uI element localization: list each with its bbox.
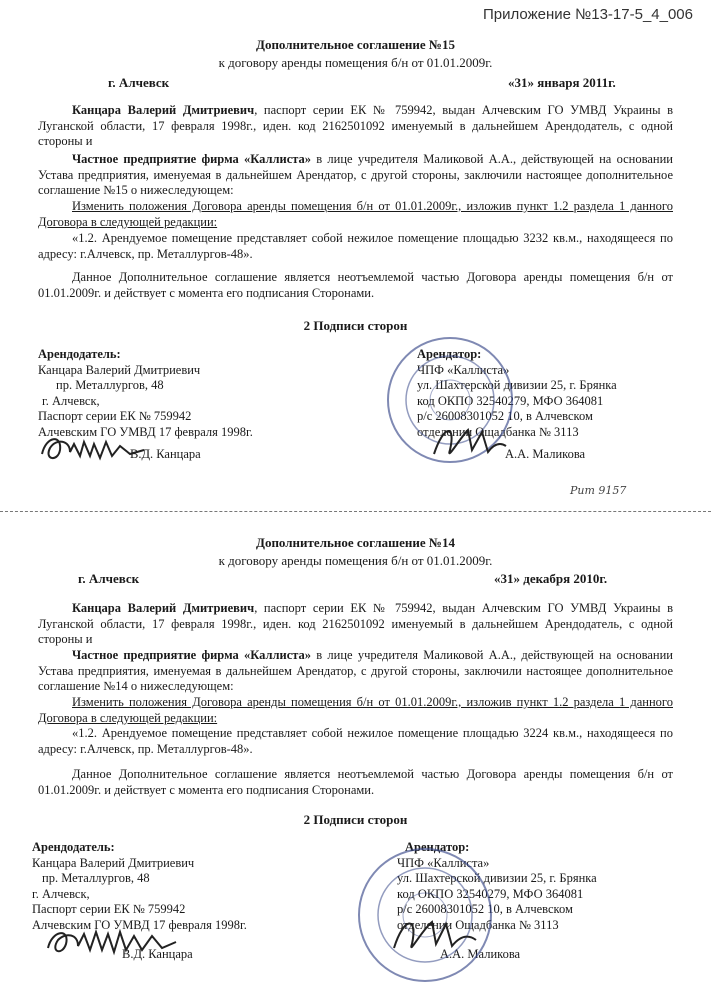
lessor-line: Паспорт серии ЕК № 759942 [32, 902, 186, 916]
lessor-details: , паспорт серии ЕК № 759942, выдан Алчевским ГО УМВД Украины в Луганской области, 17 февраля 1998г., иден. код 2162501092 именуемый в дальнейшем Арендодатель, с одной стороны и [38, 601, 673, 646]
lessor-line: пр. Металлургов, 48 [56, 378, 164, 392]
lessor-heading: Арендодатель: [38, 347, 121, 361]
agreement-title: Дополнительное соглашение №14 [256, 535, 455, 550]
clause-text: «1.2. Арендуемое помещение представляет собой нежилое помещение площадью 3224 кв.м., находящееся по адресу: г.Алчевск, пр. Металлургов-48». [38, 726, 673, 756]
lessee-name: Частное предприятие фирма «Каллиста» [72, 648, 312, 662]
agreement-date: «31» декабря 2010г. [494, 571, 608, 586]
lessor-block [38, 347, 253, 440]
signatures-title: 2 Подписи сторон [303, 812, 408, 827]
clause-text: «1.2. Арендуемое помещение представляет собой нежилое помещение площадью 3232 кв.м., находящееся по адресу: г.Алчевск, пр. Металлургов-48». [38, 231, 673, 261]
lessor-name: Канцара Валерий Дмитриевич [72, 601, 255, 615]
lessee-name: Частное предприятие фирма «Каллиста» [72, 152, 312, 166]
lessor-signature [44, 920, 194, 964]
party-lessor-paragraph [38, 601, 673, 648]
lessor-signature [36, 428, 156, 468]
agreement-city: г. Алчевск [78, 571, 140, 586]
lessor-name: Канцара Валерий Дмитриевич [72, 103, 255, 117]
lessee-signature [390, 910, 480, 960]
lessor-line: г. Алчевск, [42, 393, 100, 408]
agreement-date: «31» января 2011г. [508, 75, 616, 90]
lessee-line: код ОКПО 32540279, МФО 364081 [397, 886, 584, 901]
lessee-line: р/с 26008301052 10, в Алчевском [397, 902, 573, 916]
lessee-line: р/с 26008301052 10, в Алчевском [417, 409, 593, 423]
attachment-number: Приложение №13-17-5_4_006 [483, 6, 693, 23]
agreement-subtitle: к договору аренды помещения б/н от 01.01.2009г. [218, 553, 493, 568]
lessor-heading: Арендодатель: [32, 840, 115, 854]
change-statement: Изменить положения Договора аренды помещения б/н от 01.01.2009г., изложив пункт 1.2 раздела 1 данного Договора в следующей редакции: [38, 199, 673, 229]
lessor-line: пр. Металлургов, 48 [42, 871, 150, 885]
lessee-line: ул. Шахтерской дивизии 25, г. Брянка [397, 871, 597, 885]
lessor-line: Паспорт серии ЕК № 759942 [38, 409, 192, 423]
lessee-heading: Арендатор: [405, 840, 470, 854]
lessee-signature [430, 420, 510, 464]
agreement-subtitle: к договору аренды помещения б/н от 01.01.2009г. [218, 55, 493, 70]
change-statement: Изменить положения Договора аренды помещения б/н от 01.01.2009г., изложив пункт 1.2 раздела 1 данного Договора в следующей редакции: [38, 695, 673, 725]
lessor-details: , паспорт серии ЕК № 759942, выдан Алчевским ГО УМВД Украины в Луганской области, 17 февраля 1998г., иден. код 2162501092 именуемый в дальнейшем Арендодатель, с одной стороны и [38, 103, 673, 148]
lessee-signed-name: А.А. Маликова [440, 947, 521, 961]
lessor-signed-name: В.Д. Канцара [122, 947, 193, 961]
party-lessee-paragraph [38, 648, 673, 695]
lessor-line: Канцара Валерий Дмитриевич [38, 362, 201, 377]
closing-paragraph: Данное Дополнительное соглашение является неотъемлемой частью Договора аренды помещения б/н от 01.01.2009г. и действует с момента его подписания Сторонами. [38, 767, 673, 797]
lessee-line: отделении Ощадбанка № 3113 [397, 917, 559, 932]
agreement-title: Дополнительное соглашение №15 [256, 37, 455, 52]
agreement-city: г. Алчевск [108, 75, 170, 90]
party-lessee-paragraph [38, 152, 673, 199]
lessor-signed-name: В.Д. Канцара [130, 447, 201, 461]
lessee-line: код ОКПО 32540279, МФО 364081 [417, 393, 604, 408]
lessor-line: Канцара Валерий Дмитриевич [32, 855, 195, 870]
section-divider [0, 511, 711, 512]
lessor-line: г. Алчевск, [32, 886, 90, 901]
lessee-details: в лице учредителя Маликовой А.А., действующей на основании Устава предприятия, именуемая в дальнейшем Арендатор, с другой стороны, заключили настоящее дополнительное соглашение №14 о нижеследующем: [38, 648, 673, 693]
lessee-line: отделении Ощадбанка № 3113 [417, 424, 579, 439]
lessor-line: Алчевским ГО УМВД 17 февраля 1998г. [32, 917, 247, 932]
lessor-line: Алчевским ГО УМВД 17 февраля 1998г. [38, 424, 253, 439]
lessee-line: ул. Шахтерской дивизии 25, г. Брянка [417, 378, 617, 392]
party-lessor-paragraph [38, 103, 673, 150]
lessee-signed-name: А.А. Маликова [505, 447, 586, 461]
lessee-line: ЧПФ «Каллиста» [397, 855, 490, 870]
lessee-heading: Арендатор: [417, 347, 482, 361]
closing-paragraph: Данное Дополнительное соглашение является неотъемлемой частью Договора аренды помещения б/н от 01.01.2009г. и действует с момента его подписания Сторонами. [38, 270, 673, 300]
signatures-title: 2 Подписи сторон [303, 318, 408, 333]
lessee-line: ЧПФ «Каллиста» [417, 362, 510, 377]
handwritten-note: Рит 9157 [570, 484, 627, 497]
lessee-details: в лице учредителя Маликовой А.А., действующей на основании Устава предприятия, именуемая в дальнейшем Арендатор, с другой стороны, заключили настоящее дополнительное соглашение №15 о нижеследующем: [38, 152, 673, 197]
